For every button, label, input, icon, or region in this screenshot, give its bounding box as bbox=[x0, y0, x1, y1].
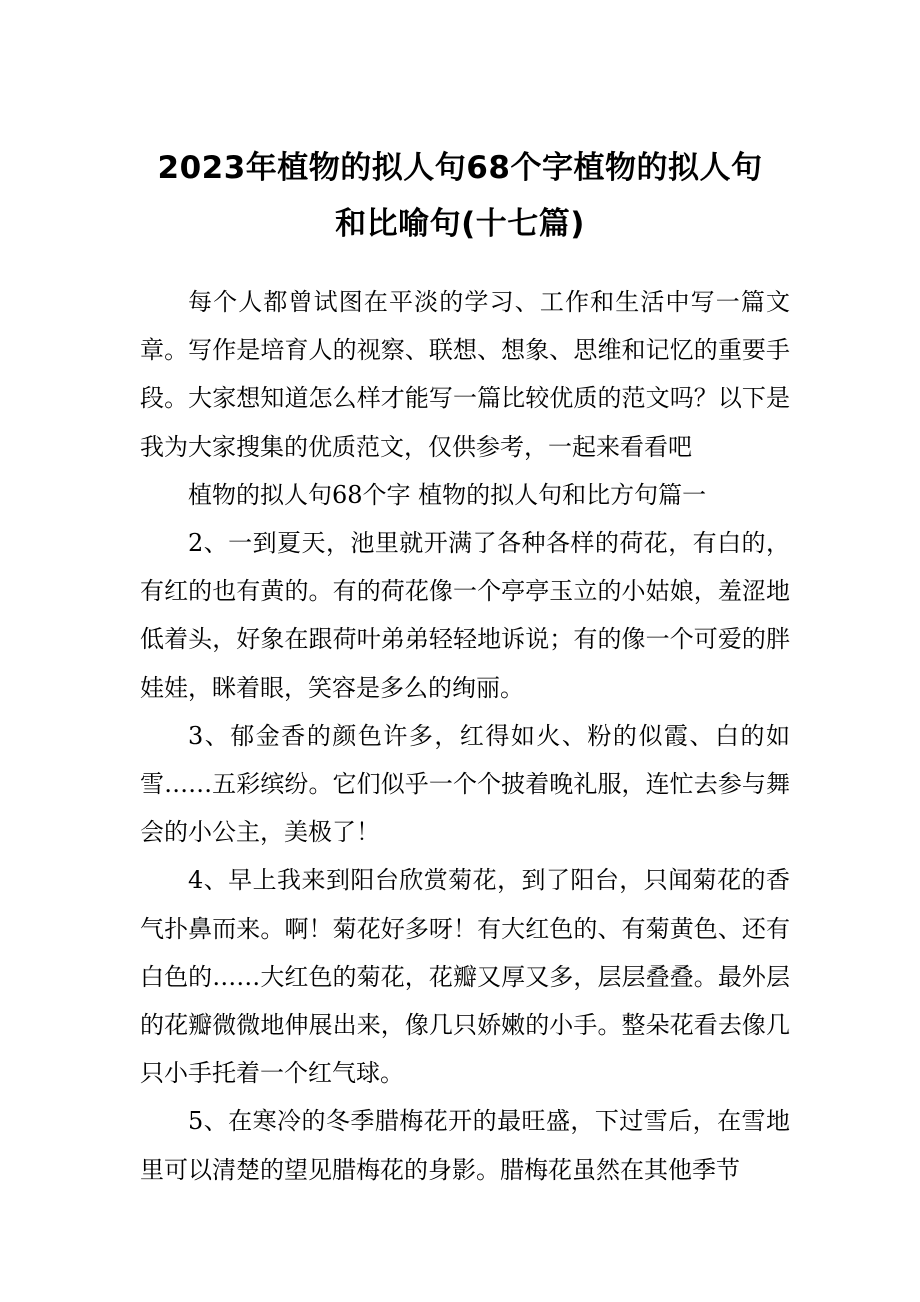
document-title-line-2: 和比喻句(十七篇) bbox=[335, 206, 585, 242]
paragraph-lotus: 2、一到夏天，池里就开满了各种各样的荷花，有白的，有红的也有黄的。有的荷花像一个亭亭玉立的小姑娘，羞涩地低着头，好象在跟荷叶弟弟轻轻地诉说；有的像一个可爱的胖娃娃，眯着眼，笑容是多么的绚丽。 bbox=[140, 529, 790, 702]
document-title-line-1: 2023年植物的拟人句68个字植物的拟人句 bbox=[157, 150, 763, 186]
paragraph-chrysanthemum: 4、早上我来到阳台欣赏菊花，到了阳台，只闻菊花的香气扑鼻而来。啊！菊花好多呀！有大红色的、有菊黄色、还有白色的……大红色的菊花，花瓣又厚又多，层层叠叠。最外层的花瓣微微地伸展出来，像几只娇嫩的小手。整朵花看去像几只小手托着一个红气球。 bbox=[140, 866, 790, 1088]
document-body bbox=[140, 278, 790, 1194]
paragraph-wintersweet: 5、在寒冷的冬季腊梅花开的最旺盛，下过雪后，在雪地里可以清楚的望见腊梅花的身影。腊梅花虽然在其他季节 bbox=[140, 1107, 790, 1184]
paragraph-tulip: 3、郁金香的颜色许多，红得如火、粉的似霞、白的如雪……五彩缤纷。它们似乎一个个披着晚礼服，连忙去参与舞会的小公主，美极了！ bbox=[140, 721, 790, 847]
intro-paragraph: 每个人都曾试图在平淡的学习、工作和生活中写一篇文章。写作是培育人的视察、联想、想象、思维和记忆的重要手段。大家想知道怎么样才能写一篇比较优质的范文吗？以下是我为大家搜集的优质范文，仅供参考，一起来看看吧 bbox=[140, 288, 790, 461]
section-heading: 植物的拟人句68个字 植物的拟人句和比方句篇一 bbox=[188, 480, 707, 509]
